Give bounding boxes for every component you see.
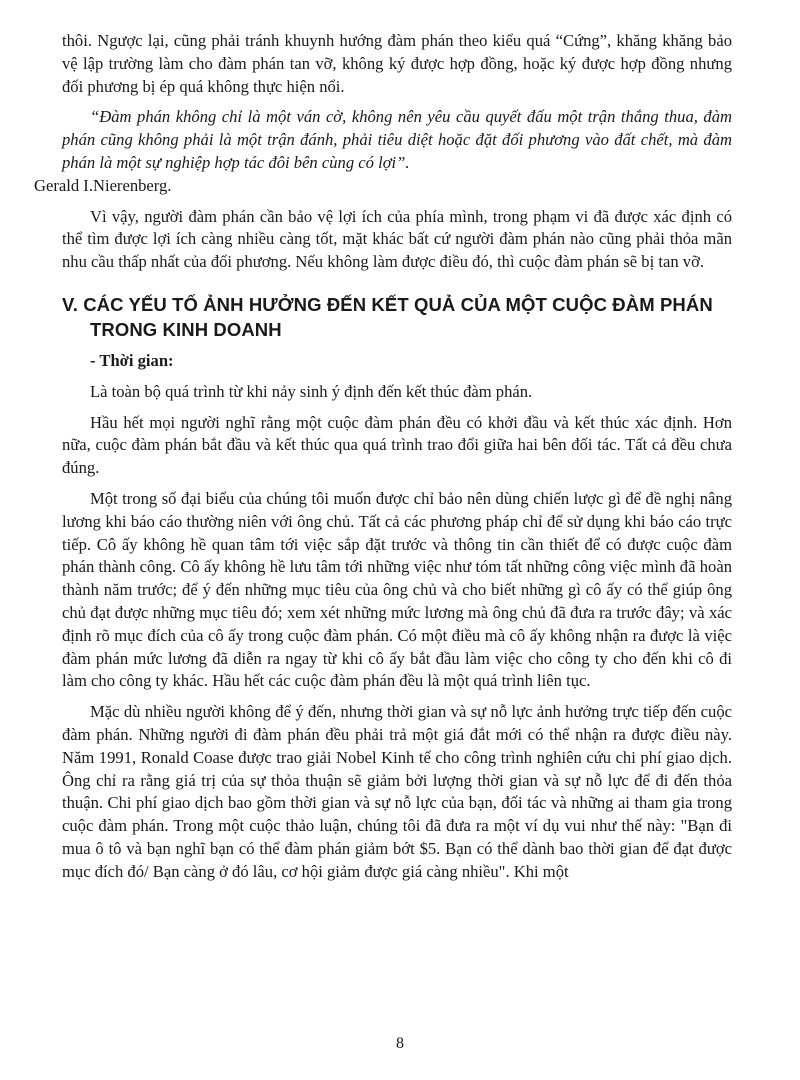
- paragraph-transaction-cost: Mặc dù nhiều người không để ý đến, nhưng thời gian và sự nỗ lực ảnh hưởng trực tiếp đến cuộc đàm phán. Những người đi đàm phán đều phải trả một giá đắt mới có thể nhận ra được điều này. Năm 1991, Ronald Coase được trao giải Nobel Kinh tế cho công trình nghiên cứu chi phí giao dịch. Ông chỉ ra rằng giá trị của sự thỏa thuận sẽ giảm bởi lượng thời gian và sự nỗ lực để đi đến thỏa thuận. Chi phí giao dịch bao gồm thời gian và sự nỗ lực của bạn, đối tác và những ai tham gia trong cuộc đàm phán. Trong một cuộc thảo luận, chúng tôi đã đưa ra một ví dụ vui như thế này: "Bạn đi mua ô tô và bạn nghĩ bạn có thể đàm phán giảm bớt $5. Bạn có thể dành bao thời gian để đạt được mục đích đó/ Bạn càng ở đó lâu, cơ hội giảm được giá càng nhiều". Khi một: [62, 702, 732, 881]
- subheading-time: - Thời gian:: [90, 350, 174, 370]
- paragraph-conclusion: Vì vậy, người đàm phán cần bảo vệ lợi ích của phía mình, trong phạm vi đã được xác định có thể tìm được lợi ích càng nhiều càng tốt, mặt khác bất cứ người đàm phán nào cũng phải thỏa mãn nhu cầu thấp nhất của đối phương. Nếu không làm được điều đó, thì cuộc đàm phán sẽ bị tan vỡ.: [62, 206, 732, 272]
- section-heading: V. CÁC YẾU TỐ ẢNH HƯỞNG ĐẾN KẾT QUẢ CỦA MỘT CUỘC ĐÀM PHÁN TRONG KINH DOANH: [62, 293, 713, 340]
- document-page: [34, 30, 732, 884]
- quote-text: “Đàm phán không chỉ là một ván cờ, không nên yêu cầu quyết đấu một trận thắng thua, đàm phán cũng không phải là một trận đánh, phải tiêu diệt hoặc đặt đối phương vào đất chết, mà đàm phán là một sự nghiệp hợp tác đôi bên cùng có lợi”.: [62, 107, 732, 172]
- page-number: 8: [396, 1035, 404, 1052]
- quote-author: Gerald I.Nierenberg.: [34, 175, 172, 195]
- quote-paragraph: [34, 106, 732, 197]
- paragraph-definition: Là toàn bộ quá trình từ khi nảy sinh ý định đến kết thúc đàm phán.: [90, 381, 533, 401]
- paragraph-continuation: thôi. Ngược lại, cũng phải tránh khuynh hướng đàm phán theo kiểu quá “Cứng”, khăng khăng bảo vệ lập trường làm cho đàm phán tan vỡ, không ký được hợp đồng, hoặc ký được hợp đồng nhưng đối phương bị ép quá không thực hiện nổi.: [62, 31, 732, 96]
- paragraph-common-belief: Hầu hết mọi người nghĩ rằng một cuộc đàm phán đều có khởi đầu và kết thúc xác định. Hơn nữa, cuộc đàm phán bắt đầu và kết thúc qua quá trình trao đổi giữa hai bên đối tác. Tất cả đều chưa đúng.: [62, 412, 732, 478]
- paragraph-example-salary: Một trong số đại biểu của chúng tôi muốn được chỉ bảo nên dùng chiến lược gì để đề nghị nâng lương khi báo cáo thường niên với ông chủ. Tất cả các phương pháp chỉ để sử dụng khi báo cáo trực tiếp. Cô ấy không hề quan tâm tới việc sắp đặt trước và thông tin cần thiết để có được cuộc đàm phán thành công. Cô ấy không hề lưu tâm tới những việc như tóm tất những công việc mình đã hoàn thành năm trước; để ý đến những mục tiêu của ông chủ và cho biết những gì cô ấy có thể giúp ông chủ đạt được những mục tiêu đó; xem xét những mức lương mà ông chủ đã đưa ra trước đây; và xác định rõ mục đích của cô ấy trong cuộc đàm phán. Có một điều mà cô ấy không nhận ra được là việc đàm phán mức lương đã diễn ra ngay từ khi cô ấy bắt đầu làm việc cho công ty cho đến khi cô đi làm cho công ty khác. Hầu hết các cuộc đàm phán đều là một quá trình liên tục.: [62, 488, 732, 691]
